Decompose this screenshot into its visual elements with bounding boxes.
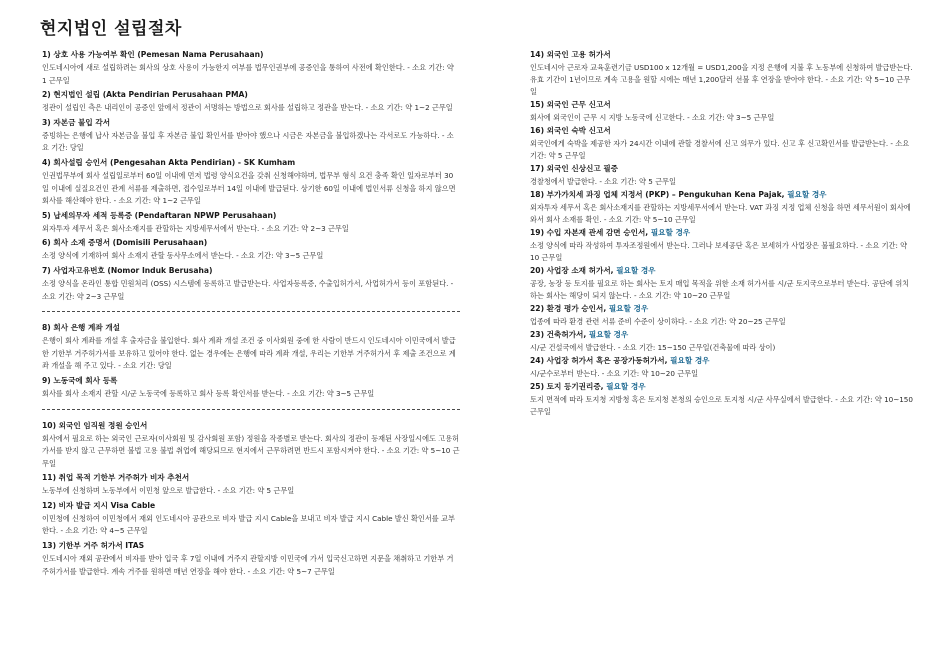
step-description: 증빙하는 은행에 납사 자본금을 불입 후 자본금 불입 확인서를 받아야 했으나 시금은 자본금을 불입하겠나는 각서로도 가능하다. - 소요 기간: 당일 [42, 130, 454, 153]
conditional-tag: 필요할 경우 [667, 356, 710, 365]
procedure-step [530, 356, 915, 380]
step-description: 인도네시아 재외 공관에서 비자를 받아 입국 후 7일 이내에 거주지 관할지방 이민국에 가서 입국신고하면 지문을 채취하고 기한부 거주허가서를 발급한다. 계속 거주를 원하면 매년 연장을 해야 한다. - 소요 기간: 약 5~7 근무일 [42, 554, 454, 576]
procedure-step [42, 158, 460, 208]
procedure-step [42, 266, 460, 303]
step-heading [42, 473, 460, 483]
procedure-step [530, 382, 915, 418]
section-group-3 [42, 421, 460, 579]
step-heading [530, 190, 915, 200]
procedure-step [42, 323, 460, 373]
step-heading [530, 126, 915, 136]
step-description: 시/군 건설국에서 발급한다. - 소요 기간: 15~150 근무일(건축물에 따라 상이) [530, 343, 776, 352]
step-heading-text: 13) 기한부 거주 허가서 ITAS [42, 541, 145, 551]
step-heading-text: 6) 회사 소재 증명서 (Domisili Perusahaan) [42, 238, 208, 248]
procedure-step [42, 50, 460, 87]
step-heading-text: 4) 회사설립 승인서 (Pengesahan Akta Pendirian) - SK Kumham [42, 157, 296, 167]
step-heading-text: 12) 비자 발급 지시 Visa Cable [42, 500, 156, 510]
step-heading [42, 118, 460, 128]
step-heading [42, 50, 460, 60]
step-description: 인도네시아에 새로 설립하려는 회사의 상호 사용이 가능한지 여부를 법무인권부에 공증인을 통하여 사전에 확인한다. - 소요 기간: 약 1 근무일 [42, 63, 454, 85]
step-heading-text: 11) 취업 목적 기한부 거주허가 비자 추천서 [42, 473, 190, 483]
step-description: 은행이 회사 계좌를 개설 후 출자금을 불입한다. 회사 계좌 개설 조건 중 이사회원 중에 한 사람이 반드시 인도네시아 이민국에서 발급한 기한부 거주허가서를 보유하고 있어야 한다. 없는 경우에는 은행에 따라 계좌 개설, 우리는 기한부 거주허가서 후 제출 조건으로 계좌 개설을 해 주고 있다. - 소요 기간: 당일 [42, 336, 456, 371]
step-heading [530, 382, 915, 392]
conditional-tag: 필요할 경우 [648, 228, 691, 237]
step-description: 노동부에 신청하며 노동부에서 이민청 앞으로 발급한다. - 소요 기간: 약 5 근무일 [42, 486, 295, 496]
section-divider [42, 409, 460, 410]
step-description: 시/군수로부터 받는다. - 소요 기간: 약 10~20 근무일 [530, 369, 699, 378]
step-heading [530, 228, 915, 238]
step-description: 회사를 회사 소재지 관할 시/군 노동국에 등록하고 회사 등록 확인서를 받는다. - 소요 기간: 약 3~5 근무일 [42, 388, 375, 398]
step-heading-text: 5) 납세의무자 세적 등록증 (Pendaftaran NPWP Perusahaan) [42, 210, 277, 220]
procedure-step [42, 473, 460, 498]
step-description: 경찰청에서 발급한다. - 소요 기간: 약 5 근무일 [530, 177, 676, 186]
step-heading [530, 356, 915, 366]
section-group-right [530, 50, 915, 418]
procedure-step [530, 228, 915, 264]
procedure-step [530, 126, 915, 162]
step-description: 인도네시아 근로자 교육훈련기금 USD100 x 12개월 = USD1,200을 지정 은행에 지불 후 노동부에 신청하여 발급받는다. 유효 기간이 1년이므로 계속 고용을 원할 시에는 매년 1,200달러 선불 후 연장을 받아야 한다. - 소요 기간: 약 5~10 근무일 [530, 63, 913, 96]
step-heading [42, 158, 460, 168]
conditional-tag: 필요할 경우 [606, 304, 649, 313]
step-description: 소정 양식에 기재하여 회사 소재지 관할 동사무소에서 받는다. - 소요 기간: 약 3~5 근무일 [42, 251, 324, 261]
step-heading [530, 100, 915, 110]
procedure-step [42, 501, 460, 538]
procedure-step [530, 164, 915, 188]
step-heading-text: 1) 상호 사용 가능여부 확인 (Pemesan Nama Perusahaan) [42, 50, 264, 59]
step-heading-text: 18) 부가가치세 과징 업체 지정서 (PKP) – Pengukuhan Kena Pajak, [530, 190, 785, 199]
step-heading [530, 330, 915, 340]
step-heading [42, 421, 460, 431]
procedure-step [42, 238, 460, 263]
step-heading-text: 20) 사업장 소재 허가서, [530, 266, 614, 275]
left-column [42, 50, 460, 581]
step-description: 외국인에게 숙박을 제공한 자가 24시간 이내에 관할 경찰서에 신고 의무가 있다. 신고 후 신고확인서를 발급받는다. - 소요 기간: 약 5 근무일 [530, 139, 910, 160]
step-heading-text: 2) 현지법인 설립 (Akta Pendirian Perusahaan PMA) [42, 90, 248, 100]
step-description: 공장, 농장 등 토지를 필요로 하는 회사는 토지 매입 목적을 위한 소재 허가서를 시/군 토지국으로부터 받는다. 공단에 위치하는 회사는 해당이 되지 않는다. - 소요 기간: 약 10~20 근무일 [530, 279, 910, 300]
conditional-tag: 필요할 경우 [613, 266, 656, 275]
step-description: 회사에 외국인이 근무 시 지방 노동국에 신고한다. - 소요 기간: 약 3~5 근무일 [530, 113, 775, 122]
step-heading-text: 10) 외국인 임직원 정원 승인서 [42, 420, 148, 430]
step-description: 외자투자 세무서 혹은 회사소재지를 관할하는 지방세무서에서 받는다. VAT 과징 지정 업체 신청을 하면 세무서원이 회사에 와서 회사 소재를 확인. - 소요 기간: 약 5~10 근무일 [530, 203, 911, 224]
step-heading [42, 323, 460, 333]
step-heading [530, 50, 915, 60]
step-heading [42, 541, 460, 551]
section-group-1 [42, 50, 460, 303]
procedure-step [530, 100, 915, 124]
right-column [530, 50, 915, 420]
step-heading-text: 3) 자본금 불입 각서 [42, 117, 111, 127]
step-description: 이민청에 신청하여 이민청에서 재외 인도네시아 공관으로 비자 발급 지시 Cable을 보내고 비자 발급 지시 Cable 발신 확인서를 교부한다. - 소요 기간: 약 4~5 근무일 [42, 513, 455, 536]
procedure-step [42, 376, 460, 401]
procedure-step [42, 118, 460, 155]
procedure-step [42, 211, 460, 236]
procedure-step [42, 541, 460, 578]
section-group-2 [42, 323, 460, 400]
step-heading [42, 90, 460, 100]
section-divider [42, 311, 460, 312]
step-heading-text: 8) 회사 은행 계좌 개설 [42, 323, 121, 333]
step-description: 인권법무부에 회사 설립일로부터 60일 이내에 먼저 법령 양식요건을 갖춰 신청해야하며, 법무부 형식 요건 충족 확인 일자로부터 30일 이내에 실질요건인 관계 서류를 제출하면, 접수일로부터 14일 이내에 발급된다. 상기한 60일 이내에 법인서류 신청을 하지 않으면 회사를 해산해야 한다. - 소요 기간: 약 1~2 근무일 [42, 170, 456, 206]
step-heading-text: 7) 사업자고유번호 (Nomor Induk Berusaha) [42, 265, 213, 275]
conditional-tag: 필요할 경우 [784, 190, 827, 199]
conditional-tag: 필요할 경우 [586, 330, 629, 339]
procedure-step [530, 50, 915, 98]
step-heading-text: 16) 외국인 숙박 신고서 [530, 126, 611, 135]
step-description: 외자투자 세무서 혹은 회사소재지를 관할하는 지방세무서에서 받는다. - 소요 기간: 약 2~3 근무일 [42, 223, 349, 233]
procedure-step [42, 90, 460, 115]
step-heading [530, 304, 915, 314]
procedure-step [530, 190, 915, 226]
step-heading-text: 24) 사업장 허가서 혹은 공장가동허가서, [530, 356, 668, 365]
step-heading [530, 164, 915, 174]
step-heading-text: 9) 노동국에 회사 등록 [42, 375, 118, 385]
step-description: 정관이 설립인 측은 내리인이 공증인 앞에서 정관이 서명하는 방법으로 회사를 설립하고 정관을 받는다. - 소요 기간: 약 1~2 근무일 [42, 103, 453, 113]
step-heading [42, 238, 460, 248]
step-heading [530, 266, 915, 276]
conditional-tag: 필요할 경우 [603, 382, 646, 391]
procedure-step [530, 266, 915, 302]
step-heading [42, 501, 460, 511]
procedure-step [530, 304, 915, 328]
step-heading-text: 25) 토지 등기권리증, [530, 382, 604, 391]
step-description: 소정 양식을 온라인 통합 민원처리 (OSS) 시스템에 등록하고 발급받는다. 사업자등록증, 수출입허가서, 사업허가서 등이 포함된다. - 소요 기간: 약 2~3 근무일 [42, 278, 454, 301]
procedure-step [530, 330, 915, 354]
step-heading-text: 23) 건축허가서, [530, 330, 587, 339]
procedure-step [42, 421, 460, 471]
step-description: 토지 면적에 따라 토지청 지방청 혹은 토지청 본청의 승인으로 토지청 시/군 사무실에서 발급한다. - 소요 기간: 약 10~150 근무일 [530, 395, 913, 416]
step-description: 업종에 따라 환경 관련 서류 준비 수준이 상이하다. - 소요 기간: 약 20~25 근무일 [530, 317, 786, 326]
step-heading-text: 19) 수입 자본재 관세 감면 승인서, [530, 228, 649, 237]
step-heading-text: 15) 외국인 근무 신고서 [530, 100, 611, 109]
step-description: 회사에서 필요로 하는 외국인 근로자(이사회원 및 감사회원 포함) 정원을 작종별로 받는다. 회사의 정관이 등재된 사장일시에도 고용허가서를 받지 않고 근무하면 불법 고용 불법 취업에 해당되므로 현지에서 근무하려면 반드시 포함시켜야 한다. - 소요 기간: 약 5~10 근무일 [42, 433, 460, 468]
step-heading-text: 14) 외국인 고용 허가서 [530, 50, 611, 59]
step-heading-text: 22) 환경 평가 승인서, [530, 304, 607, 313]
step-description: 소정 양식에 따라 작성하여 투자조정원에서 받는다. 그러나 보세공단 혹은 보세허가 사업장은 불필요하다. - 소요 기간: 약 10 근무일 [530, 241, 908, 262]
page-title: 현지법인 설립절차 [40, 19, 182, 39]
step-heading [42, 211, 460, 221]
step-heading [42, 266, 460, 276]
step-heading-text: 17) 외국인 신상신고 필증 [530, 164, 618, 173]
step-heading [42, 376, 460, 386]
